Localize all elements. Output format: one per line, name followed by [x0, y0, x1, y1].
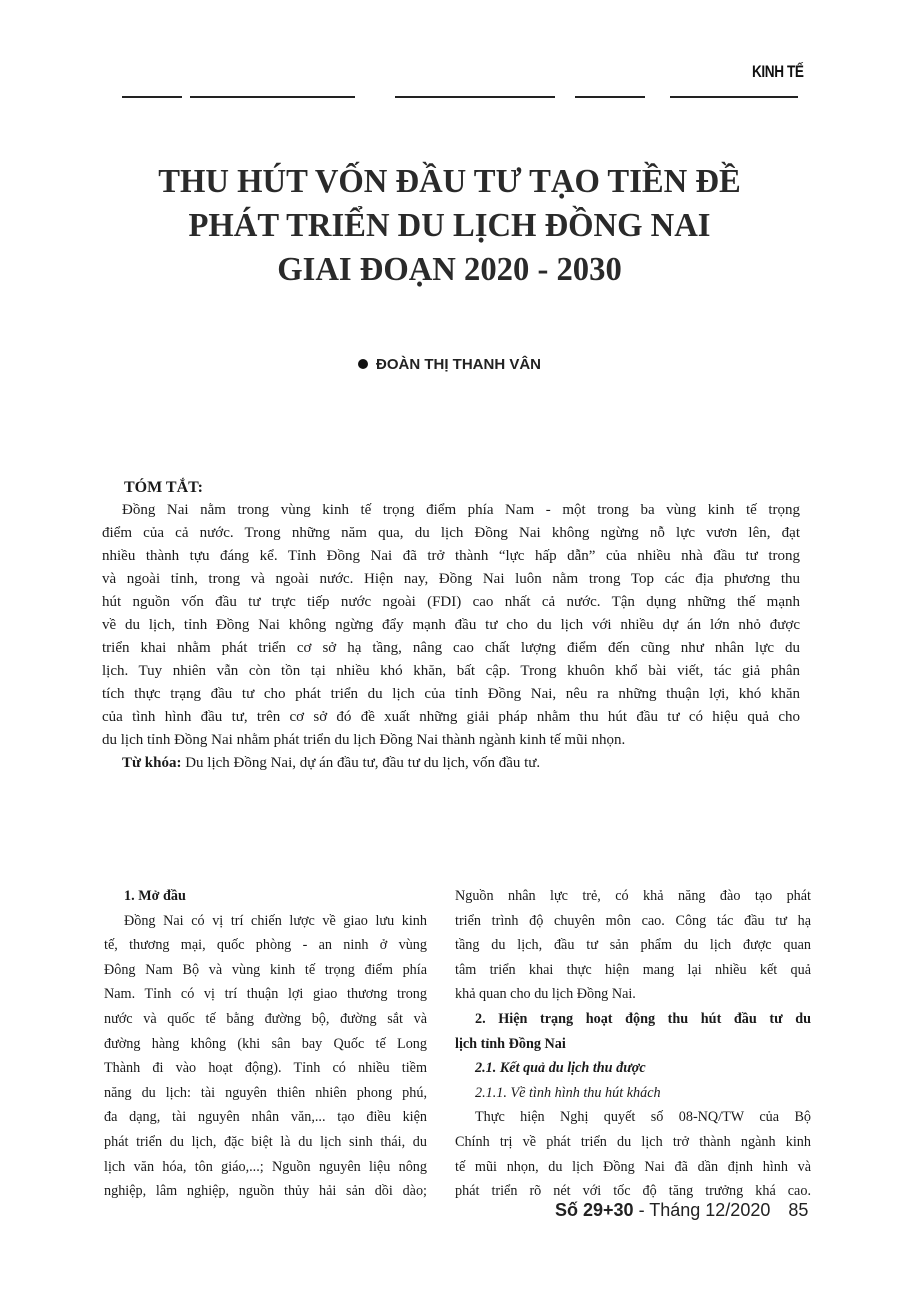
keywords	[102, 752, 800, 775]
body-line: Nam. Tỉnh có vị trí thuận lợi giao thương trong	[104, 986, 427, 1003]
body-line: nghiệp, lâm nghiệp, nguồn thủy hải sản dồi dào;	[104, 1183, 427, 1200]
body-line: 2.1.1. Về tình hình thu hút khách	[475, 1084, 661, 1101]
body-line: Đông Nam Bộ và vùng kinh tế trọng điểm phía	[104, 961, 427, 978]
body-line: 2.1. Kết quả du lịch thu được	[475, 1060, 646, 1077]
body-line: Nguồn nhân lực trẻ, có khả năng đào tạo phát	[455, 888, 811, 904]
bullet-icon	[358, 359, 368, 369]
section-label: KINH TẾ	[752, 62, 804, 81]
body-line: phát triển du lịch, đặc biệt là du lịch sinh thái, du	[104, 1133, 427, 1150]
header-rule	[670, 96, 798, 98]
issue-date: - Tháng 12/2020	[633, 1200, 771, 1220]
abstract-line: nhiều thành tựu đáng kể. Tỉnh Đồng Nai đã trở thành “lực hấp dẫn” của nhiều nhà đầu tư trong	[102, 548, 800, 564]
body-line: tế mũi nhọn, du lịch Đồng Nai đã dần định hình và	[455, 1158, 811, 1175]
body-line: đường hàng không (khi sân bay Quốc tế Long	[104, 1035, 427, 1052]
keywords-text: Du lịch Đồng Nai, dự án đầu tư, đầu tư du lịch, vốn đầu tư.	[181, 755, 541, 771]
left-column	[104, 884, 427, 1204]
body-line: triển trình độ chuyên môn cao. Công tác đầu tư hạ	[455, 912, 811, 929]
body-line: 2. Hiện trạng hoạt động thu hút đầu tư du	[475, 1010, 811, 1027]
body-line: tế, thương mại, quốc phòng - an ninh ở vùng	[104, 937, 427, 954]
body-line: năng du lịch: tài nguyên thiên nhiên phong phú,	[104, 1084, 427, 1101]
body-line: đa dạng, tài nguyên nhân văn,... tạo điều kiện	[104, 1109, 427, 1126]
title-line: THU HÚT VỐN ĐẦU TƯ TẠO TIỀN ĐỀ	[158, 163, 741, 200]
body-line: Đồng Nai có vị trí chiến lược về giao lưu kinh	[124, 912, 427, 929]
body-line: Chính trị về phát triển du lịch trở thành ngành kinh	[455, 1133, 811, 1150]
author-name: ĐOÀN THỊ THANH VÂN	[376, 356, 541, 373]
header-rule	[395, 96, 555, 98]
abstract-line: triển khai nhằm phát triển cơ sở hạ tầng, nâng cao chất lượng điểm đến cũng như nhân lực du	[102, 640, 800, 656]
header-rule	[190, 96, 355, 98]
body-line: lịch văn hóa, tôn giáo,...; Nguồn nguyên liệu nông	[104, 1158, 427, 1175]
body-line: nước và quốc tế bằng đường bộ, đường sắt và	[104, 1010, 427, 1027]
keywords-label: Từ khóa:	[122, 755, 182, 771]
body-line: lịch tỉnh Đồng Nai	[455, 1035, 566, 1052]
abstract-line: lịch. Tuy nhiên vẫn còn tồn tại nhiều khó khăn, bất cập. Trong khuôn khổ bài viết, tác giả phân	[102, 663, 800, 679]
title-line: PHÁT TRIỂN DU LỊCH ĐỒNG NAI	[188, 207, 711, 244]
page-footer	[555, 1200, 808, 1221]
abstract-heading: TÓM TẮT:	[124, 479, 203, 496]
right-column	[455, 884, 811, 1204]
body-line: Thực hiện Nghị quyết số 08-NQ/TW của Bộ	[475, 1109, 811, 1126]
title-line: GIAI ĐOẠN 2020 - 2030	[277, 251, 622, 288]
abstract-line: Đồng Nai nằm trong vùng kinh tế trọng điểm phía Nam - một trong ba vùng kinh tế trọng	[122, 502, 800, 518]
abstract-line: và ngoài tỉnh, trong và ngoài nước. Hiện nay, Đồng Nai luôn nằm trong Top các địa phương thu	[102, 571, 800, 587]
abstract-line: tích thực trạng đầu tư cho phát triển du lịch của tỉnh Đồng Nai, nêu ra những thuận lợi, khó khăn	[102, 686, 800, 702]
abstract-line: về du lịch, tỉnh Đồng Nai không ngừng đẩy mạnh đầu tư cho du lịch với nhiều dự án lớn nhỏ được	[102, 617, 800, 633]
abstract	[102, 476, 800, 775]
body-line: Thành đi vào hoạt động). Tỉnh có nhiều tiềm	[104, 1060, 427, 1077]
issue-number: 29+30	[583, 1200, 634, 1220]
header-rule	[122, 96, 182, 98]
abstract-line: hút nguồn vốn đầu tư trực tiếp nước ngoài (FDI) cao nhất cả nước. Tận dụng những thế mạnh	[102, 594, 800, 610]
author-byline	[0, 356, 899, 373]
issue-prefix: Số	[555, 1200, 584, 1220]
body-line: tầng du lịch, đầu tư sản phẩm du lịch được quan	[455, 937, 811, 954]
abstract-line: của tình hình đầu tư, trên cơ sở đó đề xuất những giải pháp nhằm thu hút đầu tư có hiệu quả cho	[102, 709, 800, 725]
body-line: phát triển rõ nét với tốc độ tăng trưởng khá cao.	[455, 1183, 811, 1200]
header-rule	[575, 96, 645, 98]
abstract-line: du lịch tỉnh Đồng Nai nhằm phát triển du lịch Đồng Nai thành ngành kinh tế mũi nhọn.	[102, 732, 626, 748]
body-line: 1. Mở đầu	[124, 888, 186, 904]
article-title	[0, 160, 899, 292]
page-number: 85	[788, 1200, 809, 1220]
body-line: khả quan cho du lịch Đồng Nai.	[455, 986, 636, 1003]
abstract-line: điểm của cả nước. Trong những năm qua, du lịch Đồng Nai không ngừng nỗ lực vươn lên, đạt	[102, 525, 800, 541]
body-line: tâm triển khai thực hiện mang lại nhiều kết quả	[455, 961, 811, 978]
